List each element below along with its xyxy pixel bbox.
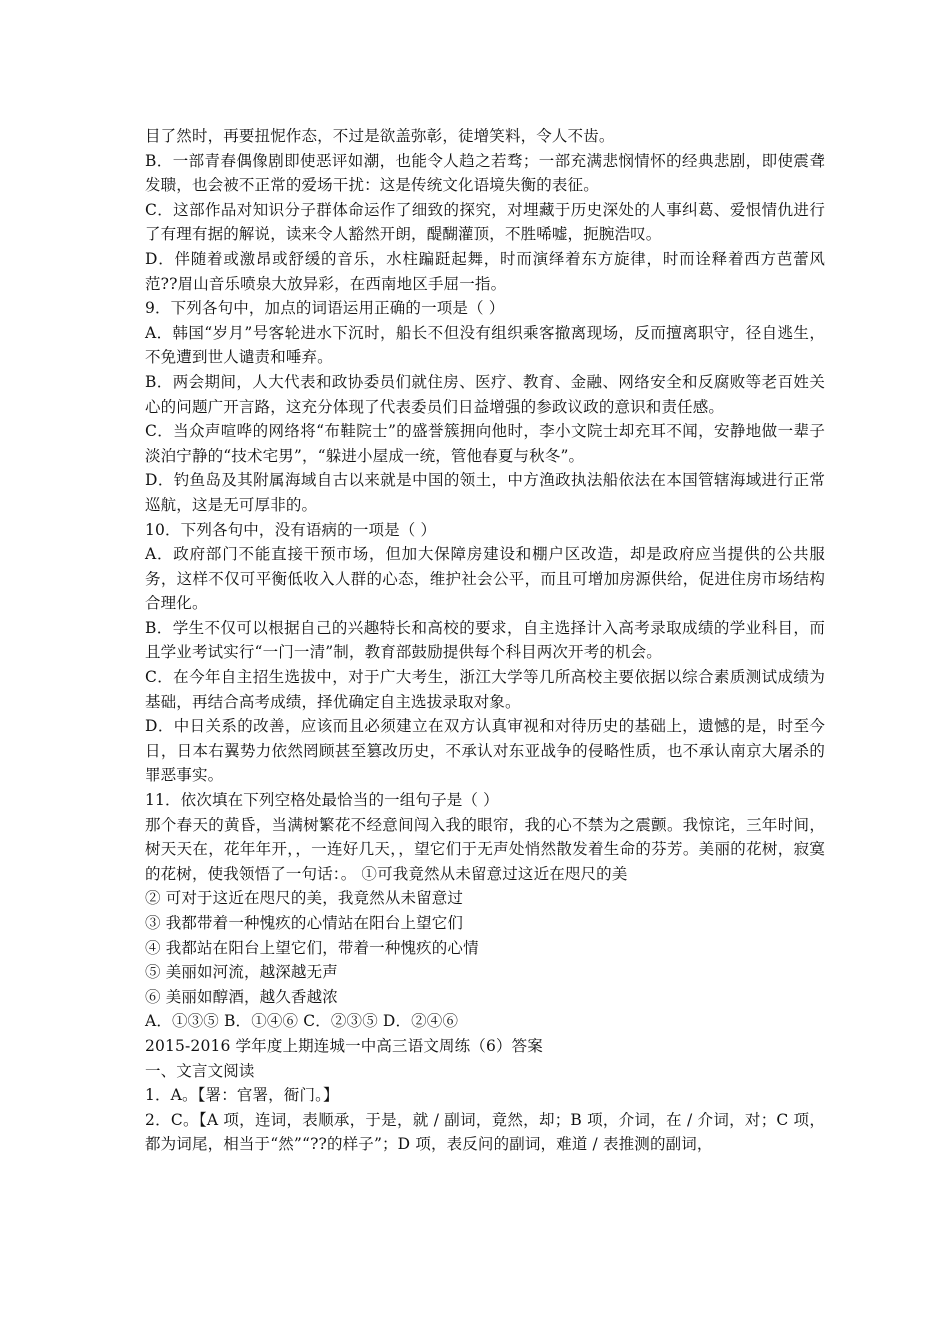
paragraph-q11-item-2: ② 可对于这近在咫尺的美，我竟然从未留意过 — [145, 889, 464, 908]
paragraph-q10-option-d: D．中日关系的改善，应该而且必须建立在双方认真审视和对待历史的基础上，遗憾的是，时至今日，日本右翼势力依然罔顾甚至篡改历史，不承认对东亚战争的侵略性质，也不承认南京大屠杀的罪恶事实。 — [145, 717, 825, 785]
document-body — [145, 124, 825, 1157]
answer-title: 2015-2016 学年度上期连城一中高三语文周练（6）答案 — [145, 1036, 543, 1055]
paragraph-q11-choices: A．①③⑤ B．①④⑥ C．②③⑤ D．②④⑥ — [145, 1012, 459, 1031]
paragraph-continuation: 目了然时，再要扭怩作态，不过是欲盖弥彰，徒增笑料，令人不齿。 — [145, 127, 615, 145]
question-9: 9．下列各句中，加点的词语运用正确的一项是（ ） — [145, 299, 505, 318]
paragraph-q11-item-6: ⑥ 美丽如醇酒，越久香越浓 — [145, 987, 338, 1006]
answer-section-heading: 一、文言文阅读 — [145, 1061, 255, 1080]
paragraph-q10-option-c: C．在今年自主招生选拔中，对于广大考生，浙江大学等几所高校主要依据以综合素质测试成绩为基础，再结合高考成绩，择优确定自主选拔录取对象。 — [145, 668, 825, 711]
paragraph-q11-passage: 那个春天的黄昏，当满树繁花不经意间闯入我的眼帘，我的心不禁为之震颤。我惊诧，三年时间，树天天在，花年年开，，一连好几天，，望它们于无声处悄然散发着生命的芬芳。美丽的花树，寂寞的花树，使我领悟了一句话：。 ①可我竟然从未留意过这近在咫尺的美 — [145, 815, 825, 883]
paragraph-q11-item-5: ⑤ 美丽如河流，越深越无声 — [145, 963, 338, 982]
paragraph-q9-option-a: A．韩国“岁月”号客轮进水下沉时，船长不但没有组织乘客撤离现场，反而擅离职守，径自逃生，不免遭到世人谴责和唾弃。 — [145, 323, 825, 367]
answer-1: 1．A。【署：官署，衙门。】 — [145, 1086, 339, 1105]
paragraph-q9-option-d: D．钓鱼岛及其附属海域自古以来就是中国的领土，中方渔政执法船依法在本国管辖海域进行正常巡航，这是无可厚非的。 — [145, 471, 825, 514]
paragraph-q11-item-4: ④ 我都站在阳台上望它们，带着一种愧疚的心情 — [145, 938, 479, 957]
paragraph-q8-option-c: C．这部作品对知识分子群体命运作了细致的探究，对埋藏于历史深处的人事纠葛、爱恨情仇进行了有理有据的解说，读来令人豁然开朗，醍醐灌顶，不胜唏嘘，扼腕浩叹。 — [145, 200, 825, 244]
paragraph-q9-option-c: C．当众声喧哗的网络将“布鞋院士”的盛誉簇拥向他时，李小文院士却充耳不闻，安静地做一辈子淡泊宁静的“技术宅男”，“躲进小屋成一统，管他春夏与秋冬”。 — [145, 422, 825, 465]
paragraph-q8-option-d: D．伴随着或激昂或舒缓的音乐，水柱蹁跹起舞，时而演绎着东方旋律，时而诠释着西方芭蕾风范??眉山音乐喷泉大放异彩，在西南地区手屈一指。 — [145, 249, 825, 293]
answer-2: 2．C。【A 项，连词，表顺承，于是，就 / 副词，竟然，却；B 项，介词，在 / 介词，对；C 项，都为词尾，相当于“然”“??的样子”；D 项，表反问的副词，难道 / 表推测的副词， — [145, 1110, 825, 1154]
paragraph-q9-option-b: B．两会期间，人大代表和政协委员们就住房、医疗、教育、金融、网络安全和反腐败等老百姓关心的问题广开言路，这充分体现了代表委员们日益增强的参政议政的意识和责任感。 — [145, 372, 825, 416]
question-11: 11．依次填在下列空格处最恰当的一组句子是（ ） — [145, 791, 499, 810]
paragraph-q10-option-b: B．学生不仅可以根据自己的兴趣特长和高校的要求，自主选择计入高考录取成绩的学业科目，而且学业考试实行“一门一清”制，教育部鼓励提供每个科目两次开考的机会。 — [145, 618, 825, 662]
paragraph-q8-option-b: B．一部青春偶像剧即使恶评如潮，也能令人趋之若骛；一部充满悲悯情怀的经典悲剧，即使震聋发聩，也会被不正常的爱场干扰：这是传统文化语境失衡的表征。 — [145, 151, 825, 195]
paragraph-q10-option-a: A．政府部门不能直接干预市场，但加大保障房建设和棚户区改造，却是政府应当提供的公共服务，这样不仅可平衡低收入人群的心态，维护社会公平，而且可增加房源供给，促进住房市场结构合理化。 — [145, 545, 825, 613]
paragraph-q11-item-3: ③ 我都带着一种愧疚的心情站在阳台上望它们 — [145, 914, 464, 932]
question-10: 10．下列各句中，没有语病的一项是（ ） — [145, 520, 437, 539]
